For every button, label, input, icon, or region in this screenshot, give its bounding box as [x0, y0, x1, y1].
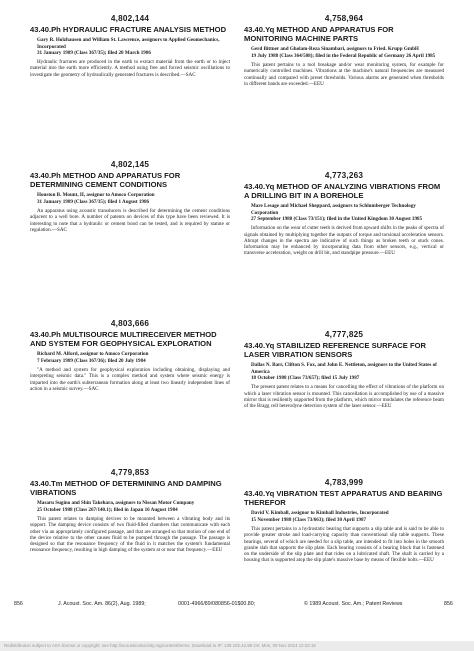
- patent-number: 4,802,145: [110, 160, 150, 169]
- patent-number: 4,777,825: [324, 330, 364, 339]
- patent-abstract: The present patent relates to a means for cancelling the effect of vibrations of the platform on which a laser vibration sensor is mounted. This cancellation is accomplished by use of a massive mirror that is resiliently supported from the platform, which mirror modulates the reference beam of the Bragg cell heterodyne detection system of the laser sensor.—EEU: [244, 384, 444, 410]
- page-number-right: 856: [444, 601, 453, 607]
- article-code: 0001-4966/89/080856-01$00.80;: [178, 601, 256, 607]
- patent-title: 43.40.Yq VIBRATION TEST APPARATUS AND BEARING THEREFOR: [244, 489, 443, 508]
- patent-entry: [244, 171, 444, 257]
- patent-number: 4,802,144: [110, 14, 150, 23]
- patent-meta: David V. Kimball, assignor to Kimball Industries, Incorporated 15 November 1988 (Class 73/663); filed 30 April 1987: [251, 510, 389, 523]
- patent-entry: [30, 319, 230, 392]
- patent-meta: Masaru Sugino and Shin Takehara, assignors to Nissan Motor Company 25 October 1988 (Class 267/140.1); filed in Japan 16 August 1984: [37, 500, 195, 513]
- patent-meta: Mare Lesage and Michael Sheppard, assignors to Schlumberger Technology Corporation 27 September 1988 (Class 73/151); filed in the United Kingdom 30 August 1985: [251, 203, 423, 222]
- patent-entry: [244, 14, 444, 87]
- patent-entry: [30, 160, 230, 233]
- patent-number: 4,773,263: [324, 171, 364, 180]
- patent-number: 4,803,666: [110, 319, 150, 328]
- page-number-left: 856: [14, 601, 23, 607]
- patent-number: 4,779,853: [110, 468, 150, 477]
- journal-citation: J. Acoust. Soc. Am. 86(2), Aug. 1989;: [58, 601, 146, 607]
- patent-abstract: An apparatus using acoustic transducers is described for determining the cement conditions adjacent to a well bore. A number of patents on devices of this type have been reviewed. It is interesting to note that a hydraulic or cement bond can be tested, and is required by statute or regulation.—SAC: [30, 208, 230, 233]
- redistribution-notice: Redistribution subject to ASA license or copyright; see http://acousticalsociety.org/content/terms. Download to IP: 130.102.42.98 On: Mon, 08 Nov 2014 12:22:15: [0, 641, 474, 651]
- patent-title: 43.40.Ph HYDRAULIC FRACTURE ANALYSIS METHOD: [30, 25, 227, 34]
- patent-title: 43.40.Ph MULTISOURCE MULTIRECEIVER METHOD AND SYSTEM FOR GEOPHYSICAL EXPLORATION: [30, 330, 217, 349]
- patent-title: 43.40.Yq METHOD OF ANALYZING VIBRATIONS FROM A DRILLING BIT IN A BOREHOLE: [244, 182, 441, 201]
- patent-title: 43.40.Ph METHOD AND APPARATUS FOR DETERMINING CEMENT CONDITIONS: [30, 171, 181, 190]
- patent-number: 4,758,964: [324, 14, 364, 23]
- patent-abstract: This patent relates to damping devices to be mounted between a vibrating body and its support. The damping device consists of two fluid-filled chambers that communicate with each other via an appropriately configured passage, and that are arranged so that motion of one end of the device relative to the other causes fluid to be pumped through the passage. The passage is designed so that the resonance frequency of the fluid in it matches the system's fundamental resonance frequency, resulting in high damping of the system at or near that frequency.—EEU: [30, 516, 230, 554]
- patent-title: 43.40.Yq METHOD AND APPARATUS FOR MONITORING MACHINE PARTS: [244, 25, 394, 44]
- patent-meta: Richard M. Alford, assignor to Amoco Corporation 7 February 1989 (Class 367/36); filed 20 July 1984: [37, 351, 149, 364]
- patent-title: 43.40.Tm METHOD OF DETERMINING AND DAMPING VIBRATIONS: [30, 479, 222, 498]
- patent-abstract: Information on the wear of cutter teeth is derived from upward shifts in the peaks of spectra of signals obtained by multiplying together the outputs of torque and torsional acceleration sensors. Abrupt changes in the spectra are indicative of such things as broken teeth or stuck cones. Information may be enhanced by incorporating data from other sensors, e.g., vertical or transverse acceleration, weight on drill bit, and standpipe pressure.—EEU: [244, 225, 444, 257]
- patent-abstract: This patent pertains to a hydrostatic bearing that supports a slip table and is said to be able to provide greater stroke and load-carrying capacity than conventional slip table supports. These bearings, several of which are needed for a slip table, are intended to fit into holes in the smooth granite slab that supports the slip plate. Each bearing consists of a bearing block that is fastened on the underside of the slip plate and that rides on a lubricated shaft. The shaft is carried by a housing that is supported atop the slip plate's massive base by means of flexible bolts.—EEU: [244, 526, 444, 564]
- patent-entry: [30, 468, 230, 554]
- copyright-notice: © 1989 Acoust. Soc. Am.; Patent Reviews: [304, 601, 403, 607]
- patent-meta: Gary R. Holzhausen and William St. Lawrence, assignors to Applied Geomechanics, Incorporated 31 January 1989 (Class 367/35); filed 20 March 1986: [37, 37, 220, 56]
- patent-number: 4,783,999: [324, 478, 364, 487]
- patent-abstract: "A method and system for geophysical exploration including obtaining, displaying and interpreting seismic data." This is a complex method and system where seismic energy is imparted into the earth's subterranean formation along at least two linearly independent lines of action in a seismic survey.—SAC: [30, 367, 230, 392]
- patent-entry: [244, 478, 444, 564]
- patent-meta: Houston B. Mount, II, assignor to Amoco Corporation 31 January 1989 (Class 367/35); filed 1 August 1986: [37, 192, 155, 205]
- patent-meta: Gerd Bittner and Gholam-Reza Sinambari, assignors to Fried. Krupp GmbH 19 July 1988 (Class 364/508); filed in the Federal Republic of Germany 26 April 1985: [251, 46, 436, 59]
- patent-title: 43.40.Yq STABILIZED REFERENCE SURFACE FOR LASER VIBRATION SENSORS: [244, 341, 426, 360]
- patent-abstract: Hydraulic fractures are produced in the earth to extract material from the earth or to inject material into the earth more efficiently. A method using free and forced seismic oscillations to investigate the geometry of hydraulically generated fractures is described.—SAC: [30, 59, 230, 78]
- patent-entry: [30, 14, 230, 78]
- patent-entry: [244, 330, 444, 409]
- patent-abstract: This patent pertains to a tool breakage and/or wear monitoring system, for example for numerically controlled machines. Vibrations at the machine's natural frequencies are measured continually and compared with preset thresholds. Various alarms are generated when thresholds in different bands are exceeded.—EEU: [244, 62, 444, 87]
- patent-meta: Dallas N. Barr, Clifton S. Fox, and John E. Nettleton, assignors to the United States of America 18 October 1988 (Class 73/657); filed 15 July 1987: [251, 362, 437, 381]
